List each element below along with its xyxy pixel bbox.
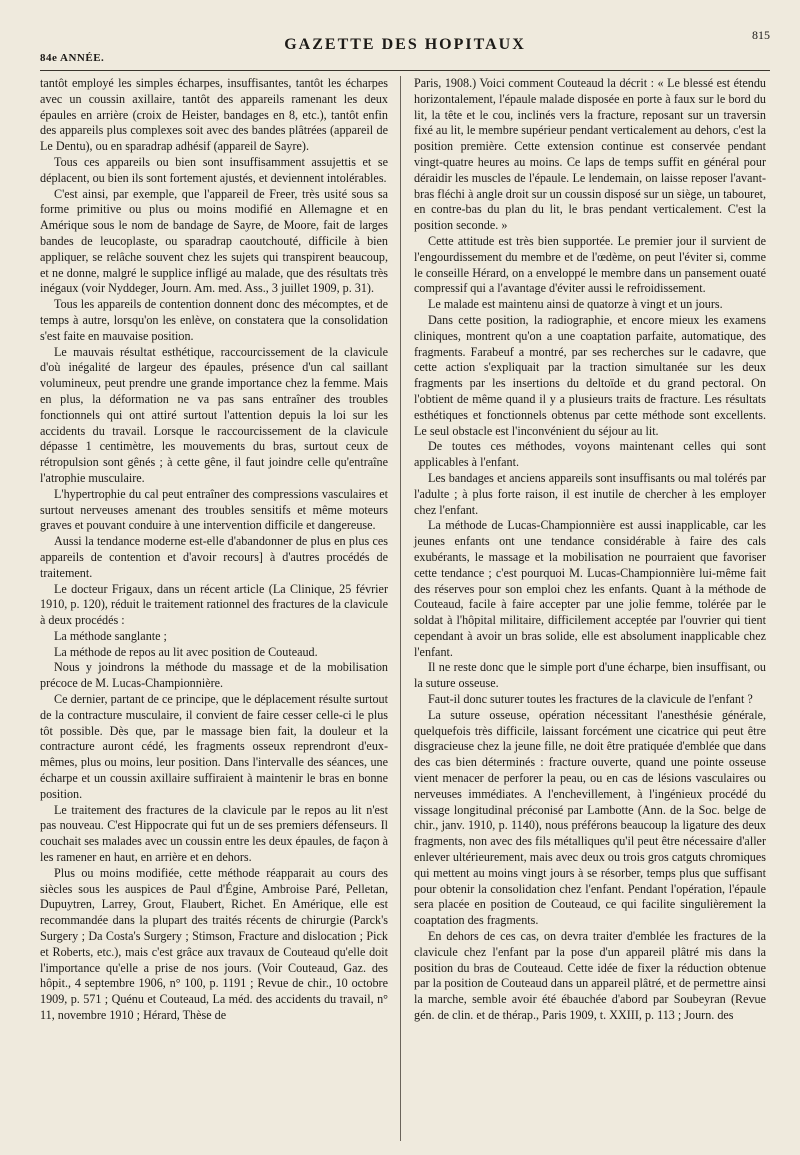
paragraph: La méthode de Lucas-Championnière est aussi inapplicable, car les jeunes enfants ont une tendance considérable à faire des cals exubérants, le massage et la mobilisation ne pourraient que favoriser cette tendance ; c'est pourquoi M. Lucas-Championnière lui-même fait des réserves pour son emploi chez les enfants. Quant à la méthode de Couteaud, facile à faire accepter par une jolie femme, tolérée par le soldat à l'hôpital militaire, difficilement acceptée par l'ouvrier qui tient cependant à avoir un bras solide, elle est absolument inapplicable chez l'enfant. (414, 518, 766, 659)
column-divider (400, 76, 401, 1141)
paragraph: C'est ainsi, par exemple, que l'appareil de Freer, très usité sous sa forme primitive ou plus ou moins modifié en Allemagne et en Amérique sous le nom de bandage de Sayre, de Moore, fait de larges bandes de leucoplaste, ou sparadrap caoutchouté, difficile à bien appliquer, se relâche souvent chez les sujets qui transpirent beaucoup, et ne donne, malgré le supplice infligé au malade, que des résultats très inégaux (voir Nyddeger, Journ. Am. med. Ass., 3 juillet 1909, p. 31). (40, 186, 388, 296)
header-rule (40, 70, 770, 71)
paragraph: Faut-il donc suturer toutes les fractures de la clavicule de l'enfant ? (428, 692, 753, 707)
paragraph: De toutes ces méthodes, voyons maintenant celles qui sont applicables à l'enfant. (414, 439, 766, 470)
paragraph: Le docteur Frigaux, dans un récent article (La Clinique, 25 février 1910, p. 120), réduit le traitement rationnel des fractures de la clavicule à deux procédés : (40, 581, 388, 628)
paragraph: Paris, 1908.) Voici comment Couteaud la décrit : « Le blessé est étendu horizontalement, l'épaule malade disposée en porte à faux sur le bord du lit, la tête et le cou, inclinés vers la fracture, reposant sur un traversin fixé au lit, le membre supérieur pendant verticalement au dehors, c'est la position première. Cette extension continue est conservée pendant vingt-quatre heures au moins. Ce laps de temps suffit en général pour déraidir les muscles de l'épaule. Le lendemain, on laisse reposer l'avant-bras fléchi à angle droit sur un coussin disposé sur un siège, un tabouret, en contre-bas du plan du lit, le bras pendant verticalement. C'est la position seconde. » (414, 76, 766, 233)
paragraph: Dans cette position, la radiographie, et encore mieux les examens cliniques, montrent qu'on a une coaptation parfaite, automatique, des fragments. Farabeuf a montré, par ses recherches sur le cadavre, que cette action s'expliquait par la traction simultanée sur les deux fragments par les insertions du deltoïde et du grand pectoral. On l'obtient de même quand il y a plusieurs traits de fracture. Les résultats esthétiques et fonctionnels obtenus par cette méthode sont excellents. Le seul obstacle est l'inconvénient du séjour au lit. (414, 312, 766, 438)
paragraph: La méthode sanglante ; (54, 628, 167, 643)
left-column (40, 76, 388, 1024)
paragraph: Il ne reste donc que le simple port d'une écharpe, bien insuffisant, ou la suture osseuse. (414, 660, 766, 691)
paragraph: En dehors de ces cas, on devra traiter d'emblée les fractures de la clavicule chez l'enfant par la pose d'un appareil plâtré mis dans la position du bras de Couteaud. Cette idée de fixer la réduction obtenue par la position de Couteaud dans un appareil plâtré, et de permettre ainsi la marche, semble avoir été ébauchée d'abord par Soubeyran (Revue gén. de clin. et de thérap., Paris 1909, t. XXIII, p. 113 ; Journ. des (414, 929, 766, 1023)
paragraph: L'hypertrophie du cal peut entraîner des compressions vasculaires et surtout nerveuses amenant des troubles sensitifs et même moteurs graves et pouvant conduire à une intervention difficile et dangereuse. (40, 486, 388, 533)
paragraph: Aussi la tendance moderne est-elle d'abandonner de plus en plus ces appareils de contention et d'avoir recours] à d'autres procédés de traitement. (40, 534, 388, 580)
paragraph: Ce dernier, partant de ce principe, que le déplacement résulte surtout de la contracture musculaire, il convient de faire cesser celle-ci le plus tôt possible. Dès que, par le massage bien fait, la douleur et la contracture auront cédé, les fragments osseux reprendront d'eux-mêmes, plus ou moins, leur position. Dans l'intervalle des séances, une écharpe et un coussin axillaire suffiraient à maintenir le bras en bonne position. (40, 692, 388, 801)
paragraph: Cette attitude est très bien supportée. Le premier jour il survient de l'engourdissement du membre et de l'œdème, on peut l'éviter si, comme le conseille Hérard, on a enveloppé le membre dans un pansement ouaté compressif qui a l'avantage d'éviter aussi le refroidissement. (414, 233, 766, 296)
paragraph: Le malade est maintenu ainsi de quatorze à vingt et un jours. (428, 297, 723, 312)
paragraph: La méthode de repos au lit avec position de Couteaud. (54, 644, 318, 659)
paragraph: Plus ou moins modifiée, cette méthode réapparait au cours des siècles sous les auspices de Paul d'Égine, Ambroise Paré, Pelletan, Dupuytren, Larrey, Grout, Flaubert, Richet. En Amérique, elle est recommandée dans la plupart des traités récents de chirurgie (Parck's Surgery ; Da Costa's Surgery ; Stimson, Fracture and dislocation ; Pick et Roberts, etc.), mais c'est grâce aux travaux de Couteaud qu'elle doit l'importance qu'elle a prise de nos jours. (Voir Couteaud, Gaz. des hôpit., 4 septembre 1906, n° 100, p. 1191 ; Revue de chir., 10 octobre 1909, p. 571 ; Quénu et Couteaud, La méd. des accidents du travail, n° 11, novembre 1910 ; Hérard, Thèse de (40, 865, 388, 1023)
paragraph: Tous les appareils de contention donnent donc des mécomptes, et de temps à autre, lorsqu'on les enlève, on constatera que la consolidation s'est faite en mauvaise position. (40, 297, 388, 343)
page-number: 815 (752, 28, 770, 42)
paragraph: Les bandages et anciens appareils sont insuffisants ou mal tolérés par l'adulte ; à plus forte raison, il est inutile de chercher à les employer chez l'enfant. (414, 470, 766, 517)
page-header (40, 28, 770, 68)
journal-title: GAZETTE DES HOPITAUX (284, 36, 526, 53)
right-column (414, 76, 766, 1024)
paragraph: tantôt employé les simples écharpes, insuffisantes, tantôt les écharpes avec un coussin axillaire, tantôt des appareils ramenant les deux épaules en arrière (croix de Heister, bandages en 8, etc.), tantôt enfin des appareils plus complexes soit avec des bandes plâtrées (appareil de Le Dentu), ou en sparadrap adhésif (appareil de Sayre). (40, 76, 388, 154)
paragraph: Le traitement des fractures de la clavicule par le repos au lit n'est pas nouveau. C'est Hippocrate qui fut un de ses premiers défenseurs. Il couchait ses malades avec un coussin entre les deux épaules, de façon à les ramener en haut, en arrière et en dehors. (40, 802, 388, 865)
paragraph: Nous y joindrons la méthode du massage et de la mobilisation précoce de M. Lucas-Championnière. (40, 660, 388, 691)
paragraph: Le mauvais résultat esthétique, raccourcissement de la clavicule d'où inégalité de largeur des épaules, présence d'un cal saillant volumineux, peut prendre une grande importance chez la femme. Mais en plus, la déformation ne va pas sans entraîner des troubles fonctionnels qui ont attiré surtout l'attention depuis la loi sur les accidents du travail. Lorsque le raccourcissement de la clavicule dépasse 1 centimètre, les mouvements du bras, surtout ceux de rétropulsion sont gênés ; à cette gêne, il faut joindre celle qu'entraîne l'atrophie musculaire. (40, 344, 388, 485)
volume-label: 84e ANNÉE. (40, 52, 105, 64)
paragraph: La suture osseuse, opération nécessitant l'anesthésie générale, quelquefois très difficile, laissant forcément une cicatrice qui peut être disgracieuse chez la jeune fille, ne doit être pratiquée d'emblée que dans des cas bien déterminés : fracture ouverte, quand une pointe osseuse vient menacer de perforer la peau, ou en cas de lésions vasculaires ou nerveuses immédiates. A l'enchevillement, à l'ingénieux procédé du vissage longitudinal préconisé par Lambotte (Ann. de la Soc. belge de chir., janv. 1910, p. 1140), nous préférons beaucoup la ligature des deux fragments, non avec des fils métalliques qu'il peut être nécessaire d'aller enlever ultérieurement, mais avec deux ou trois gros catguts chromiques qui mettent au moins vingt jours à se résorber, temps plus que suffisant pour obtenir la consolidation chez l'enfant. Pendant l'opération, l'épaule sera placée en position de Couteaud, ce qui facilite singulièrement la coaptation des fragments. (414, 707, 766, 928)
paragraph: Tous ces appareils ou bien sont insuffisamment assujettis et se déplacent, ou bien ils sont fortement ajustés, et deviennent intolérables. (40, 154, 388, 185)
